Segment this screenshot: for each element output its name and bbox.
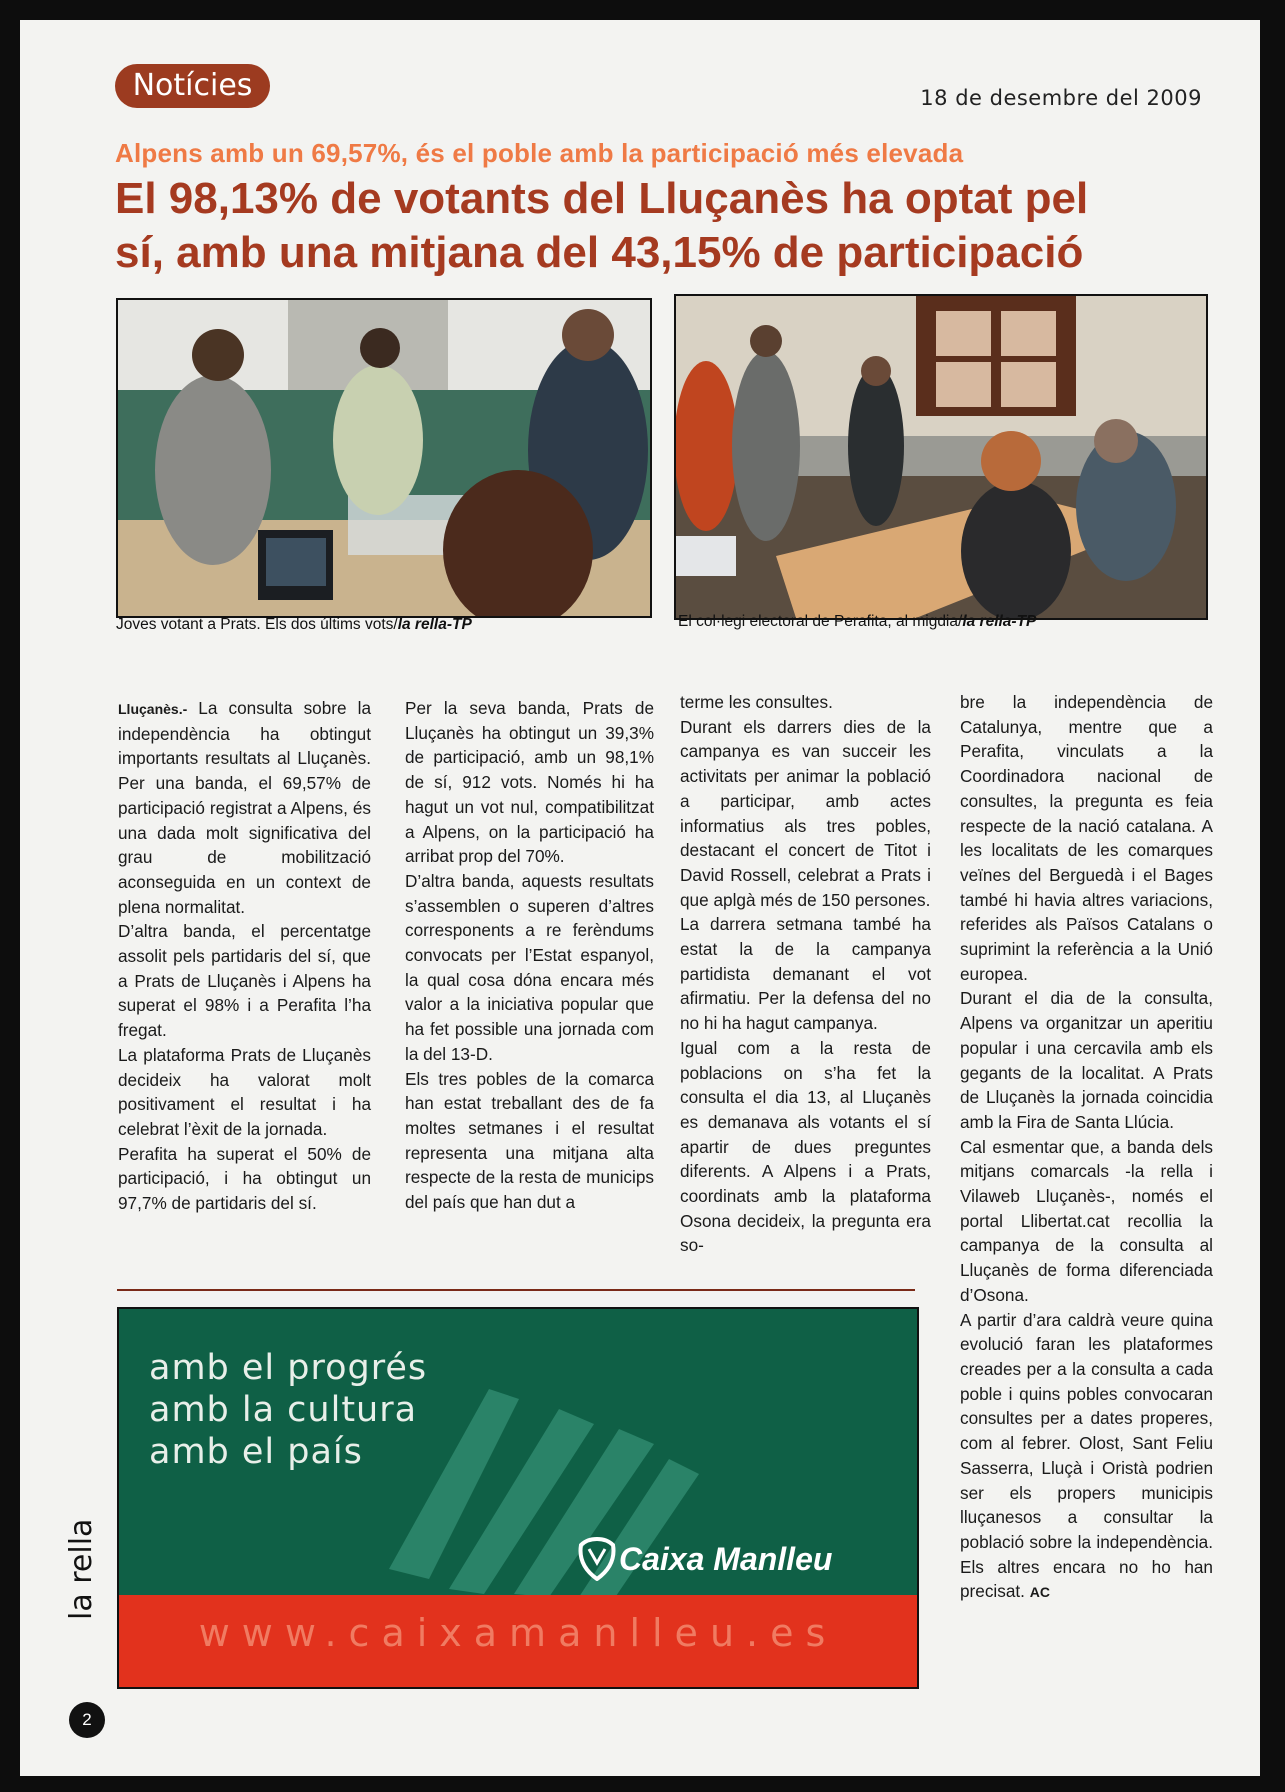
paragraph: D’altra banda, el percentatge assolit pels partidaris del sí, que a Prats de Lluçanès i Alpens ha superat el 98% i a Perafita l’ha fregat. (118, 921, 371, 1041)
caixa-manlleu-logo-icon (577, 1535, 617, 1581)
caption-text: Joves votant a Prats. Els dos últims vots/ (116, 616, 398, 633)
ad-slogan (149, 1347, 427, 1473)
article-column-4 (960, 690, 1213, 1605)
paragraph: Durant els darrers dies de la campanya es van succeir les activitats per animar la població a participar, amb actes informatius als tres pobles, destacant el concert de Titot i David Rossell, celebrat a Prats i que aplgà més de 150 persones. (680, 716, 931, 910)
photo-left-caption (116, 616, 472, 634)
issue-date: 18 de desembre del 2009 (920, 86, 1202, 110)
headline-line-2: sí, amb una mitjana del 43,15% de participació (115, 228, 1084, 277)
paragraph: terme les consultes. (680, 692, 833, 712)
paragraph: D’altra banda, aquests resultats s’assemblen o superen d’altres corresponents a re ferèndums convocats per l’Estat espanyol, la qual cosa dóna encara més valor a la iniciativa popular que ha fet possible una jornada com la del 13-D. (405, 870, 654, 1064)
ad-slogan-line-2: amb la cultura (149, 1390, 418, 1430)
paragraph: La darrera setmana també ha estat la de la campanya partidista demanant el vot afirmatiu. Per la defensa del no no hi ha hagut campanya. (680, 914, 931, 1034)
paragraph (960, 1308, 1213, 1605)
divider-rule (117, 1289, 915, 1291)
ad-brand-name: Caixa Manlleu (619, 1541, 833, 1577)
paragraph: La plataforma Prats de Lluçanès decideix ha valorat molt positivament el resultat i ha celebrat l’èxit de la jornada. (118, 1044, 371, 1139)
paragraph: Cal esmentar que, a banda dels mitjans comarcals -la rella i Vilaweb Lluçanès-, només el portal Llibertat.cat recollia la campanya de la consulta al Lluçanès de forma diferenciada d’Osona. (960, 1136, 1213, 1305)
headline-line-1: El 98,13% de votants del Lluçanès ha optat pel (115, 174, 1089, 223)
dateline: Lluçanès.- (118, 701, 188, 717)
article-subhead: Alpens amb un 69,57%, és el poble amb la participació més elevada (115, 138, 964, 168)
paragraph: Durant el dia de la consulta, Alpens va organitzar un aperitiu popular i una cercavila amb els gegants de la localitat. A Prats de Lluçanès la jornada coincidia amb la Fira de Santa Llúcia. (960, 988, 1213, 1132)
paragraph: Els tres pobles de la comarca han estat treballant des de fa moltes setmanes i el resultat representa una mitjana alta respecte de la resta de municips del país que han dut a (405, 1068, 654, 1213)
page-number: 2 (69, 1702, 105, 1738)
ad-slogan-line-1: amb el progrés (149, 1348, 428, 1388)
paragraph-text: A partir d’ara caldrà veure quina evolució faran les plataformes creades per a la consulta a cada poble i quins pobles convocaran consultes per a dates properes, com al febrer. Olost, Sant Feliu Sasserra, Lluçà i Oristà podrien ser els propers municipis lluçanesos a consultar la població sobre la independència. Els altres encara no ho han precisat. (960, 1309, 1213, 1602)
paragraph-text: La consulta sobre la independència ha obtingut importants resultats al Lluçanès. Per una banda, el 69,57% de participació registrat a Alpens, és una dada molt significativa del grau de mobilització aconseguida en un context de plena normalitat. (118, 698, 371, 917)
ad-website-url: www.caixamanlleu.es (198, 1611, 838, 1655)
paragraph: Perafita ha superat el 50% de participació, i ha obtingut un 97,7% de partidaris del sí. (118, 1143, 371, 1214)
author-signature: AC (1029, 1584, 1050, 1601)
paragraph: bre la independència de Catalunya, mentre que a Perafita, vinculats a la Coordinadora nacional de consultes, la pregunta es feia respecte de la nació catalana. A les localitats de les comarques veïnes del Berguedà i el Bages també hi havia altres variacions, referides als Països Catalans o suprimint la referència a la Unió europea. (960, 692, 1213, 984)
photo-credit: la rella-TP (397, 616, 472, 633)
photo-voting-prats-image (118, 300, 650, 616)
photo-perafita-polling-station (674, 294, 1208, 620)
ad-slogan-line-3: amb el país (149, 1432, 363, 1472)
section-tag: Notícies (115, 64, 270, 108)
newspaper-page (20, 20, 1260, 1776)
caixa-manlleu-advert (117, 1307, 919, 1689)
photo-credit: la rella-TP (962, 613, 1037, 630)
article-column-1 (118, 696, 371, 1216)
article-headline (115, 172, 1195, 280)
photo-perafita-image (676, 296, 1206, 618)
paragraph (118, 696, 371, 919)
article-column-2 (405, 696, 654, 1215)
magazine-side-label: la rella (64, 1518, 99, 1620)
article-column-3 (680, 690, 931, 1258)
photo-voting-prats (116, 298, 652, 618)
paragraph: Per la seva banda, Prats de Lluçanès ha obtingut un 39,3% de participació, amb un 98,1% de sí, 912 vots. Només hi ha hagut un vot nul, compatibilitzat a Alpens, on la participació ha arribat prop del 70%. (405, 698, 654, 867)
photo-right-caption (678, 613, 1036, 631)
paragraph: Igual com a la resta de poblacions on s’ha fet la consulta el dia 13, al Lluçanès es demanava als votants el sí apartir de dues preguntes diferents. A Alpens i a Prats, coordinats amb la plataforma Osona decideix, la pregunta era so- (680, 1037, 931, 1256)
caption-text: El col·legi electoral de Perafita, al migdia/ (678, 613, 963, 630)
